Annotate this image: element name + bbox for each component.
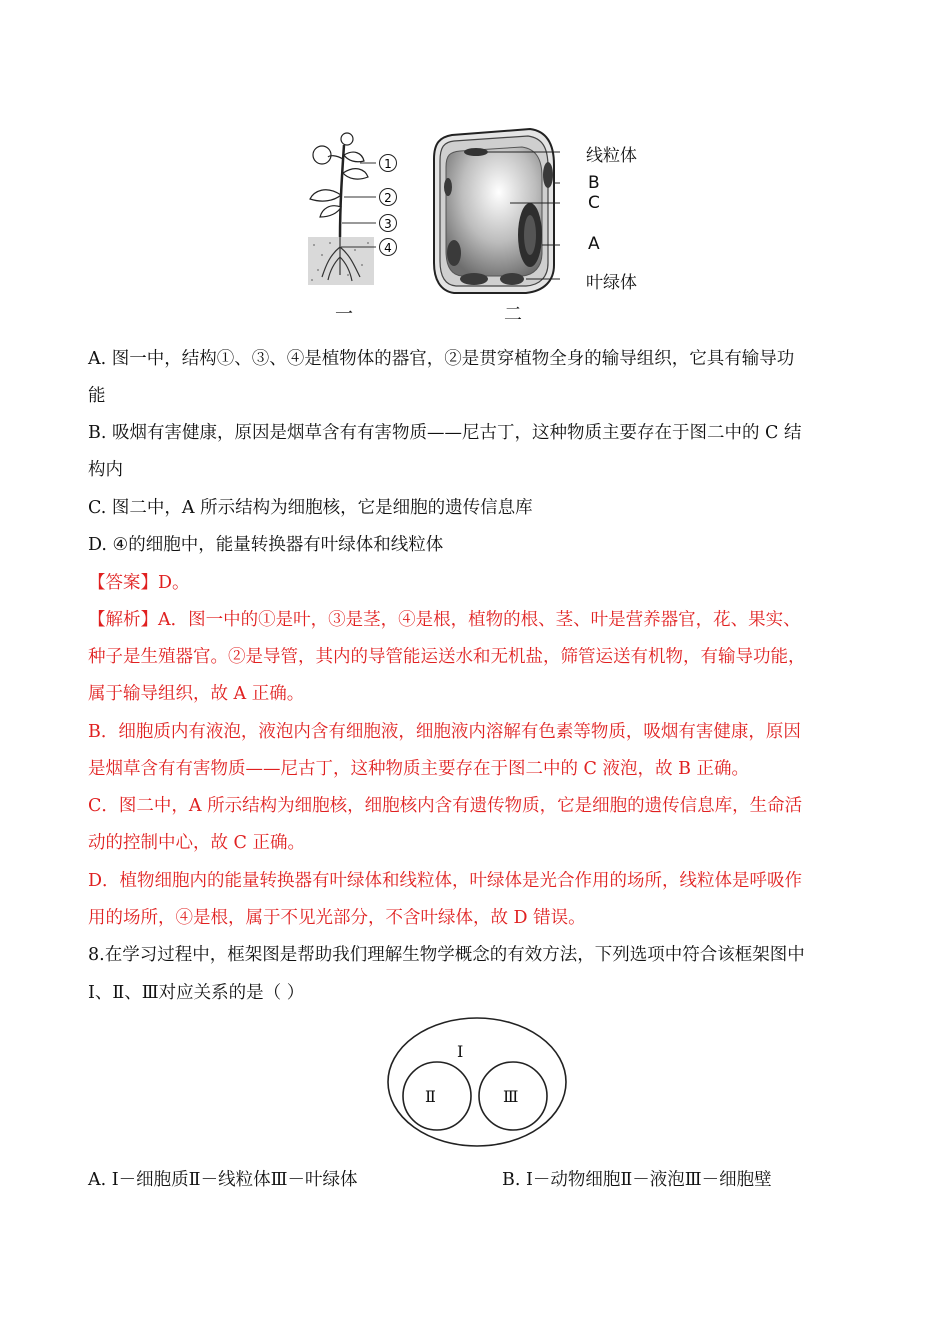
figure2-caption: 二	[504, 304, 522, 325]
venn-label-left: Ⅱ	[425, 1087, 436, 1106]
option-d: D. ④的细胞中，能量转换器有叶绿体和线粒体	[88, 535, 444, 555]
answer: 【答案】D。	[88, 573, 190, 593]
q8-stem-line1: 8.在学习过程中，框架图是帮助我们理解生物学概念的有效方法，下列选项中符合该框架图中	[88, 945, 805, 965]
figure1-caption: 一	[335, 304, 353, 325]
venn-label-right: Ⅲ	[503, 1087, 519, 1106]
analysis-line-1: 【解析】A．图一中的①是叶，③是茎，④是根，植物的根、茎、叶是营养器官，花、果实、	[88, 610, 801, 630]
option-b-line2: 构内	[88, 460, 123, 480]
option-a-line1: A. 图一中，结构①、③、④是植物体的器官，②是贯穿植物全身的输导组织，它具有输导功	[88, 349, 795, 369]
option-c: C. 图二中，A 所示结构为细胞核，它是细胞的遗传信息库	[88, 498, 533, 518]
label-chloroplast: 叶绿体	[586, 273, 637, 293]
venn-diagram	[385, 1012, 570, 1152]
q8-option-b: B. Ⅰ－动物细胞Ⅱ－液泡Ⅲ－细胞壁	[502, 1170, 772, 1190]
analysis-line-4: B．细胞质内有液泡，液泡内含有细胞液，细胞液内溶解有色素等物质，吸烟有害健康，原因	[88, 722, 801, 742]
plant-marker-1: 1	[384, 157, 392, 171]
mitochondrion	[464, 148, 488, 156]
analysis-line-5: 是烟草含有有害物质——尼古丁，这种物质主要存在于图二中的 C 液泡，故 B 正确。	[88, 759, 749, 779]
soil	[308, 237, 374, 285]
analysis-line-6: C．图二中，A 所示结构为细胞核，细胞核内含有遗传物质，它是细胞的遗传信息库，生命活	[88, 796, 803, 816]
option-a-line2: 能	[88, 386, 106, 406]
analysis-line-2: 种子是生殖器官。②是导管，其内的导管能运送水和无机盐，筛管运送有机物，有输导功能，	[88, 647, 806, 667]
left-set	[403, 1062, 471, 1130]
q8-stem-line2: Ⅰ、Ⅱ、Ⅲ对应关系的是（ ）	[88, 983, 305, 1003]
analysis-line-7: 动的控制中心，故 C 正确。	[88, 833, 306, 853]
label-b: B	[588, 173, 600, 193]
label-a: A	[588, 234, 600, 254]
analysis-line-8: D．植物细胞内的能量转换器有叶绿体和线粒体，叶绿体是光合作用的场所，线粒体是呼吸作	[88, 871, 803, 891]
analysis-line-9: 用的场所，④是根，属于不见光部分，不含叶绿体，故 D 错误。	[88, 908, 586, 928]
flower	[313, 146, 331, 164]
plant-marker-4: 4	[384, 241, 392, 255]
venn-label-outer: Ⅰ	[457, 1042, 464, 1061]
label-c: C	[588, 193, 600, 213]
label-mitochondria: 线粒体	[586, 146, 637, 166]
leaf	[310, 190, 341, 201]
plant-marker-3: 3	[384, 217, 392, 231]
outer-set	[388, 1018, 566, 1146]
analysis-line-3: 属于输导组织，故 A 正确。	[88, 684, 305, 704]
q8-option-a: A. Ⅰ－细胞质Ⅱ－线粒体Ⅲ－叶绿体	[88, 1170, 358, 1190]
chloroplast	[543, 162, 553, 188]
cell-figure	[430, 125, 560, 300]
plant-figure	[300, 125, 420, 325]
option-b-line1: B. 吸烟有害健康，原因是烟草含有有害物质——尼古丁，这种物质主要存在于图二中的 C 结	[88, 423, 802, 443]
plant-marker-2: 2	[384, 191, 392, 205]
